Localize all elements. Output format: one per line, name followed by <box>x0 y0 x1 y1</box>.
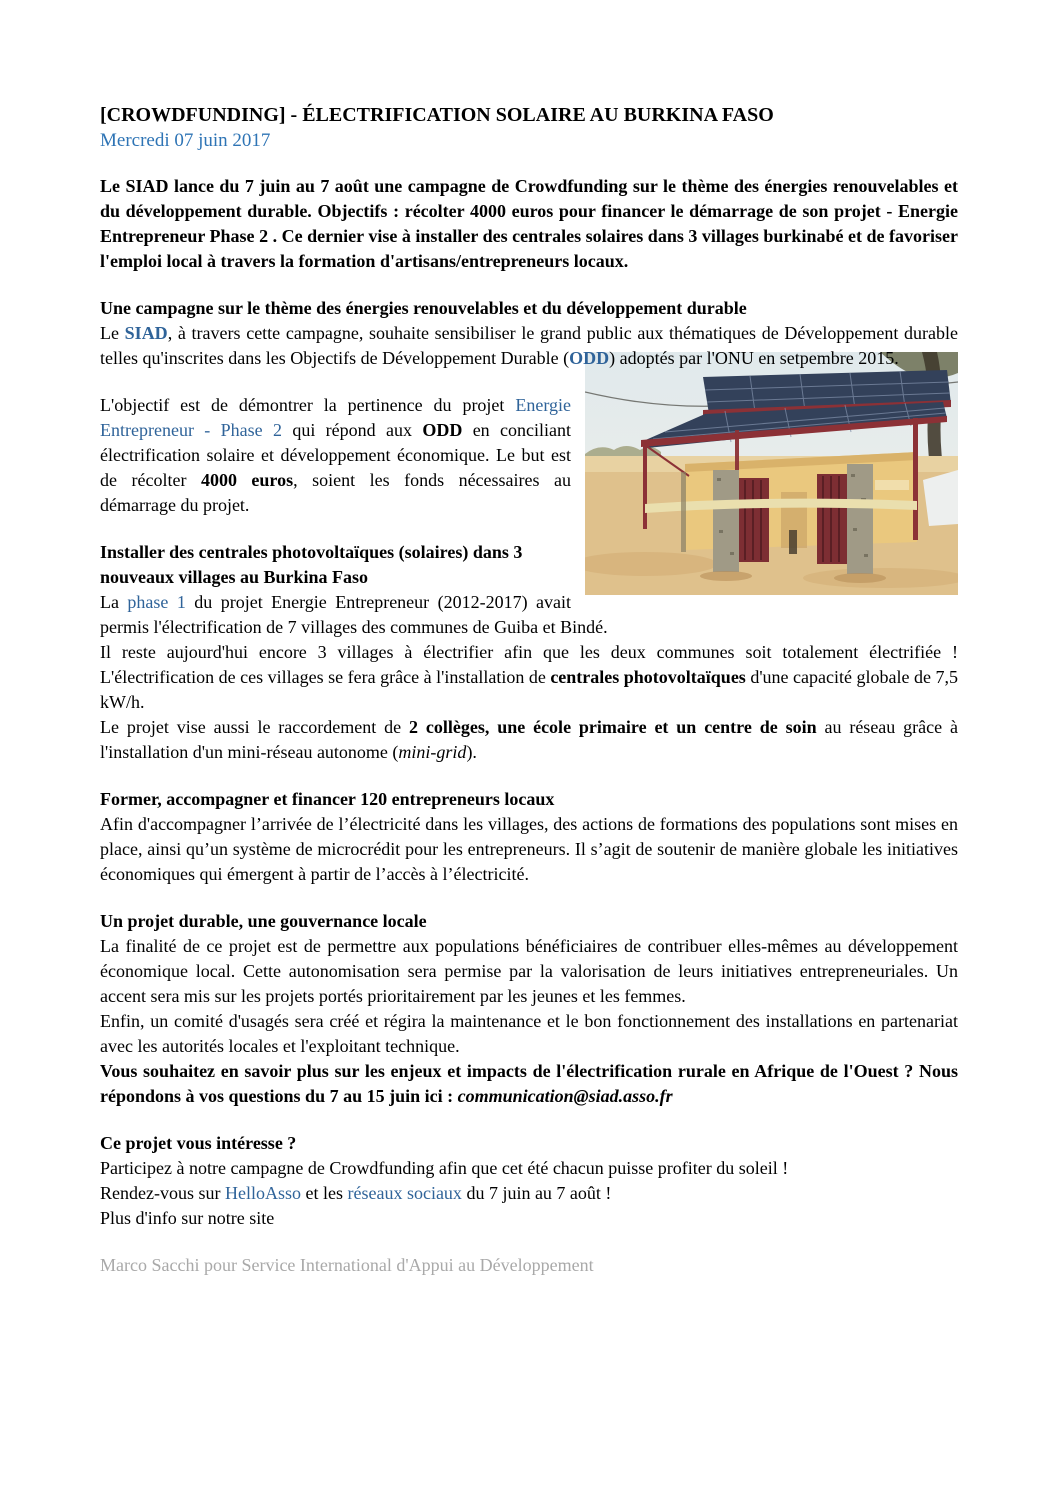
text-segment: d'une capacité globale de 7,5 kW/h. <box>100 667 958 712</box>
siad-link[interactable]: SIAD <box>124 323 168 343</box>
page-title: [CROWDFUNDING] - ÉLECTRIFICATION SOLAIRE AU BURKINA FASO <box>100 104 774 126</box>
text-segment: Rendez-vous sur <box>100 1183 225 1203</box>
text-segment: 4000 euros <box>200 470 294 490</box>
text-segment: Vous souhaitez en savoir plus sur les enjeux et impacts de l'électrification rurale en Afrique de l'Ouest ? Nous répondons à vos questions du 7 au 15 juin ici : <box>100 1061 958 1106</box>
section-former <box>100 787 958 887</box>
text-segment: L'objectif est de démontrer la pertinence du projet <box>100 395 516 415</box>
helloasso-link[interactable]: HelloAsso <box>224 1183 301 1203</box>
section-interesse <box>100 1131 958 1231</box>
text-segment: centrales photovoltaïques <box>550 667 746 687</box>
text-segment: du projet Energie Entrepreneur (2012-2017) avait permis l'électrification de 7 villages des communes de Guiba et Bindé. <box>100 592 608 637</box>
section-heading-installer: Installer des centrales photovoltaïques (solaires) dans 3 nouveaux villages au Burkina Faso <box>100 542 523 587</box>
paragraph <box>100 1181 958 1206</box>
section-installer <box>100 393 958 765</box>
paragraph <box>100 1206 958 1231</box>
solar-building-photo <box>585 352 958 595</box>
text-segment: en conciliant électrification solaire et développement économique. Le but est de récolter <box>100 420 571 490</box>
text-segment: La finalité de ce projet est de permettre aux populations bénéficiaires de contribuer elles-mêmes au développement économique local. Cette autonomisation sera permise par la valorisation de leurs initiatives entrepreneuriales. Un accent sera mis sur les projets portés prioritairement par les jeunes et les femmes. <box>100 936 958 1006</box>
paragraph <box>100 640 958 715</box>
text-segment: et les <box>300 1183 348 1203</box>
text-segment: Il reste aujourd'hui encore 3 villages à électrifier afin que les deux communes soit totalement électrifiée ! L'électrification de ces villages se fera grâce à l'installation de <box>100 642 958 687</box>
paragraph <box>100 934 958 1009</box>
text-segment: ) adoptés par l'ONU en setpembre 2015. <box>609 348 899 368</box>
publish-date: Mercredi 07 juin 2017 <box>100 130 271 151</box>
phase1-link[interactable]: phase 1 <box>127 592 186 612</box>
text-segment: , soient les fonds nécessaires au démarrage du projet. <box>100 470 572 515</box>
text-segment: ODD <box>422 420 463 440</box>
text-segment: , à travers cette campagne, souhaite sensibiliser le grand public aux thématiques de Développement durable telles qu'inscrites dans les Objectifs de Développement Durable ( <box>100 323 959 368</box>
text-segment: mini-grid <box>398 742 467 762</box>
text-segment: Le SIAD lance du 7 juin au 7 août une campagne de Crowdfunding sur le thème des énergies renouvelables et du développement durable. Objectifs : récolter 4000 euros pour financer le démarrage de son projet - Energie Entrepreneur Phase 2 . Ce dernier vise à installer des centrales solaires dans 3 villages burkinabé et de favoriser l'emploi local à travers la formation d'artisans/entrepreneurs locaux. <box>100 176 958 271</box>
reseaux-sociaux-link[interactable]: réseaux sociaux <box>347 1183 462 1203</box>
paragraph <box>100 812 958 887</box>
text-segment: au réseau grâce à l'installation d'un mini-réseau autonome ( <box>100 717 958 762</box>
text-segment: qui répond aux <box>281 420 423 440</box>
intro-paragraph <box>100 174 958 274</box>
text-segment: ). <box>466 742 477 762</box>
text-segment: Participez à notre campagne de Crowdfunding afin que cet été chacun puisse profiter du soleil ! <box>100 1158 789 1178</box>
text-segment: du 7 juin au 7 août ! <box>461 1183 612 1203</box>
odd-link[interactable]: ODD <box>569 348 610 368</box>
text-segment: Le projet vise aussi le raccordement de <box>100 717 409 737</box>
contact-email: communication@siad.asso.fr <box>457 1086 673 1106</box>
section-gouvernance <box>100 909 958 1109</box>
section-heading-campagne: Une campagne sur le thème des énergies renouvelables et du développement durable <box>100 298 747 318</box>
paragraph <box>100 1009 958 1059</box>
solar-building-illustration <box>585 352 958 595</box>
text-segment: Le <box>100 323 125 343</box>
text-segment: 2 collèges, une école primaire et un centre de soin <box>408 717 817 737</box>
text-segment: Afin d'accompagner l’arrivée de l’électricité dans les villages, des actions de formations des populations sont mises en place, ainsi qu’un système de microcrédit pour les entrepreneurs. Il s’agit de soutenir de manière globale les initiatives économiques qui émergent à partir de l’accès à l’électricité. <box>100 814 958 884</box>
section-heading-interesse: Ce projet vous intéresse ? <box>100 1133 297 1153</box>
paragraph-contact <box>100 1059 958 1109</box>
text-segment: Plus d'info sur notre site <box>100 1208 275 1228</box>
energie-entrepreneur-phase2-link[interactable]: Energie Entrepreneur - Phase 2 <box>100 395 571 440</box>
text-segment: La <box>100 592 128 612</box>
section-heading-former: Former, accompagner et financer 120 entrepreneurs locaux <box>100 789 555 809</box>
paragraph <box>100 1156 958 1181</box>
text-segment: Enfin, un comité d'usagés sera créé et régira la maintenance et le bon fonctionnement des installations en partenariat avec les autorités locales et l'exploitant technique. <box>100 1011 958 1056</box>
section-heading-gouvernance: Un projet durable, une gouvernance locale <box>100 911 427 931</box>
paragraph <box>100 321 958 371</box>
author-credit: Marco Sacchi pour Service International d'Appui au Développement <box>100 1255 594 1275</box>
paragraph <box>100 715 958 765</box>
section-campagne <box>100 296 958 371</box>
paragraph <box>100 590 958 640</box>
